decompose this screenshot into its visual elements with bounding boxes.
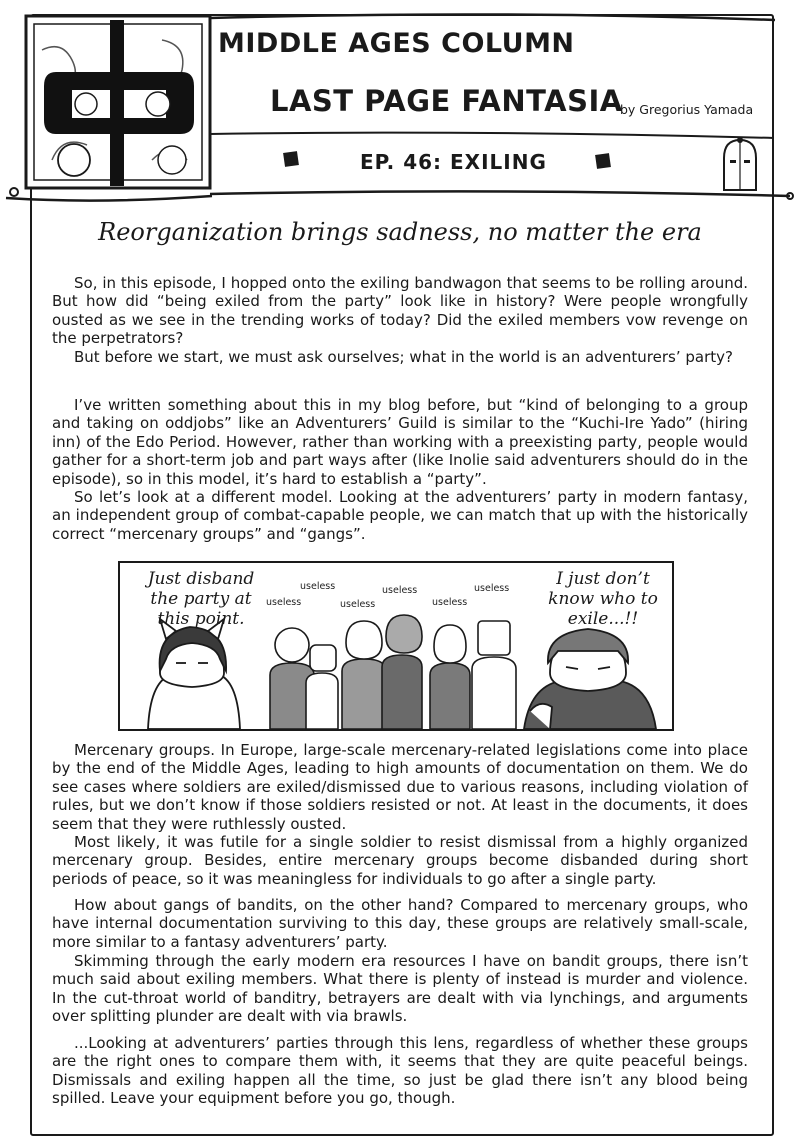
paragraph: Mercenary groups. In Europe, large-scale mercenary-related legislations come into place by the end of the Middle Ages, leading to high amounts of documentation on them. We do see cases where soldiers are exiled/dismissed due to various reasons, including violation of rules, but we don’t know if those soldiers resisted or not. At least in the documents, it does seem that they were ruthlessly ousted.: [52, 741, 748, 833]
paragraph: How about gangs of bandits, on the other hand? Compared to mercenary groups, who have internal documentation surviving to this day, these groups are relatively small-scale, more similar to a fantasy adventurers’ party.: [52, 896, 748, 951]
paragraph: I’ve written something about this in my blog before, but “kind of belonging to a group and taking on oddjobs” like an Adventurers’ Guild is similar to the “Kuchi-Ire Yado” (hiring inn) of the Edo Period. However, rather than working with a preexisting party, people would gather for a short-term job and part ways after (like Inolie said adventurers should do in the episode), so in this model, it’s hard to establish a “party”.: [52, 396, 748, 488]
series-title: LAST PAGE FANTASIA: [270, 84, 623, 118]
ornament-square-right: [595, 153, 611, 169]
byline: by Gregorius Yamada: [620, 102, 754, 117]
paragraph: But before we start, we must ask ourselves; what in the world is an adventurers’ party?: [74, 348, 733, 366]
girl-character: [148, 619, 240, 729]
illuminated-initial-logo: [12, 10, 212, 190]
whisper-text: useless: [340, 599, 376, 610]
paragraph: Skimming through the early modern era resources I have on bandit groups, there isn’t much said about exiling members. What there is plenty of instead is murder and violence. In the cut-throat world of banditry, betrayers are dealt with via lynchings, and arguments over splitting plunder are dealt with via brawls.: [52, 952, 748, 1026]
whisper-text: useless: [382, 585, 418, 596]
paragraph: So, in this episode, I hopped onto the exiling bandwagon that seems to be rolling around. But how did “being exiled from the party” look like in history? Were people wrongfully ousted as we see in the trending works of today? Did the exiled members vow revenge on the perpetrators?: [52, 274, 748, 348]
right-speech-bubble: I just don’t know who to exile...!!: [548, 569, 658, 629]
paragraph: Most likely, it was futile for a single soldier to resist dismissal from a highly organized mercenary group. Besides, entire mercenary groups become disbanded during short periods of peace, so it was meaningless for individuals to go after a single party.: [52, 833, 748, 888]
helmet-icon: [718, 136, 762, 192]
article-subtitle: Reorganization brings sadness, no matter the era: [98, 218, 702, 246]
ornament-square-left: [283, 151, 299, 167]
comic-panel: [118, 561, 674, 731]
crowd-characters: [270, 615, 516, 729]
exiler-character: [524, 629, 656, 729]
whisper-text: useless: [432, 597, 468, 608]
paragraph: ...Looking at adventurers’ parties through this lens, regardless of whether these groups are the right ones to compare them with, it seems that they are quite peaceful beings. Dismissals and exiling happen all the time, so just be glad there isn’t any blood being spilled. Leave your equipment before you go, though.: [52, 1034, 748, 1108]
paragraph: So let’s look at a different model. Looking at the adventurers’ party in modern fantasy, an independent group of combat-capable people, we can match that up with the historically correct “mercenary groups” and “gangs”.: [52, 488, 748, 543]
episode-title: EP. 46: EXILING: [360, 150, 547, 174]
whisper-text: useless: [474, 583, 510, 594]
whisper-text: useless: [266, 597, 302, 608]
whisper-text: useless: [300, 581, 336, 592]
left-speech-bubble: Just disband the party at this point.: [147, 569, 255, 629]
column-label: MIDDLE AGES COLUMN: [218, 28, 575, 59]
